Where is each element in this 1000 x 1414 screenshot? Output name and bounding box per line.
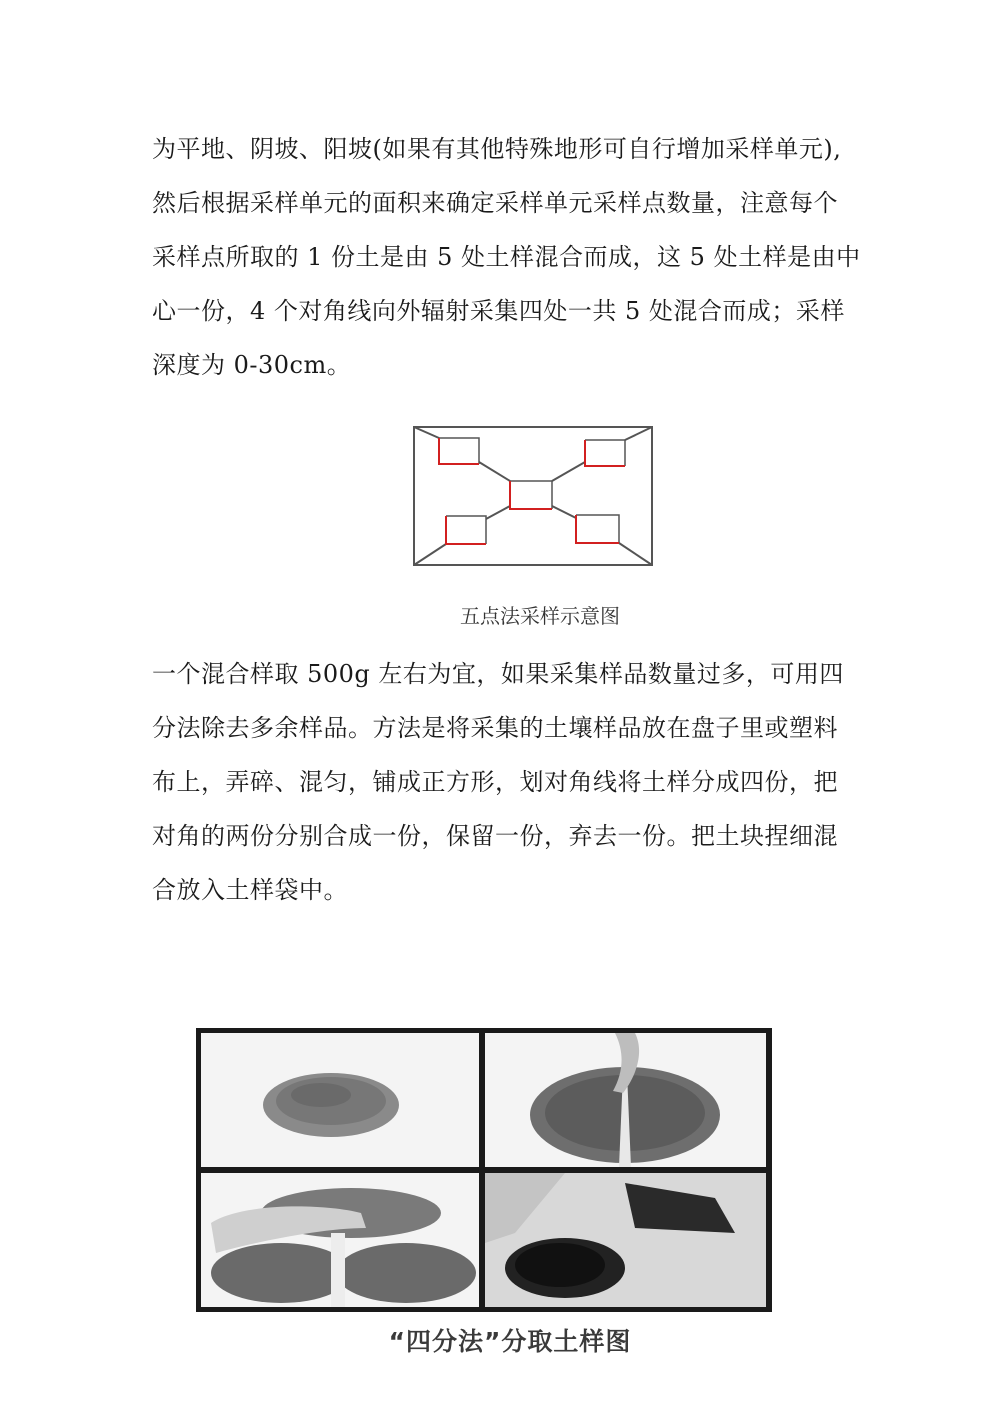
five-point-sampling-diagram xyxy=(413,426,653,566)
soil-keep-image xyxy=(485,1173,766,1307)
text-line: 采样点所取的 1 份土是由 5 处土样混合而成，这 5 处土样是由中 xyxy=(152,243,861,271)
text-line: 然后根据采样单元的面积来确定采样单元采样点数量，注意每个 xyxy=(152,189,838,217)
paragraph-sampling-units xyxy=(152,122,861,392)
soil-pile-image xyxy=(201,1033,479,1167)
soil-quarter-photo xyxy=(201,1173,479,1307)
text-line: 为平地、阴坡、阳坡(如果有其他特殊地形可自行增加采样单元), xyxy=(152,135,842,163)
paragraph-quartering-method xyxy=(152,647,852,917)
text-line: 心一份，4 个对角线向外辐射采集四处一共 5 处混合而成；采样 xyxy=(152,297,845,325)
quartering-photo-grid xyxy=(196,1028,772,1312)
soil-keep-photo xyxy=(485,1173,766,1307)
text-line: 分法除去多余样品。方法是将采集的土壤样品放在盘子里或塑料 xyxy=(152,714,838,742)
text-line: 对角的两份分别合成一份，保留一份，弃去一份。把土块捏细混 xyxy=(152,822,838,850)
soil-divide-image xyxy=(485,1033,766,1167)
soil-divide-photo xyxy=(485,1033,766,1167)
soil-pile-photo xyxy=(201,1033,479,1167)
text-line: 深度为 0-30cm。 xyxy=(152,351,352,379)
text-line: 一个混合样取 500g 左右为宜，如果采集样品数量过多，可用四 xyxy=(152,660,844,688)
figure-caption: 五点法采样示意图 xyxy=(460,604,620,628)
text-line: 合放入土样袋中。 xyxy=(152,876,348,904)
soil-quarter-image xyxy=(201,1173,479,1307)
text-line: 布上，弄碎、混匀，铺成正方形，划对角线将土样分成四份，把 xyxy=(152,768,838,796)
figure-caption: “四分法”分取土样图 xyxy=(388,1327,632,1356)
